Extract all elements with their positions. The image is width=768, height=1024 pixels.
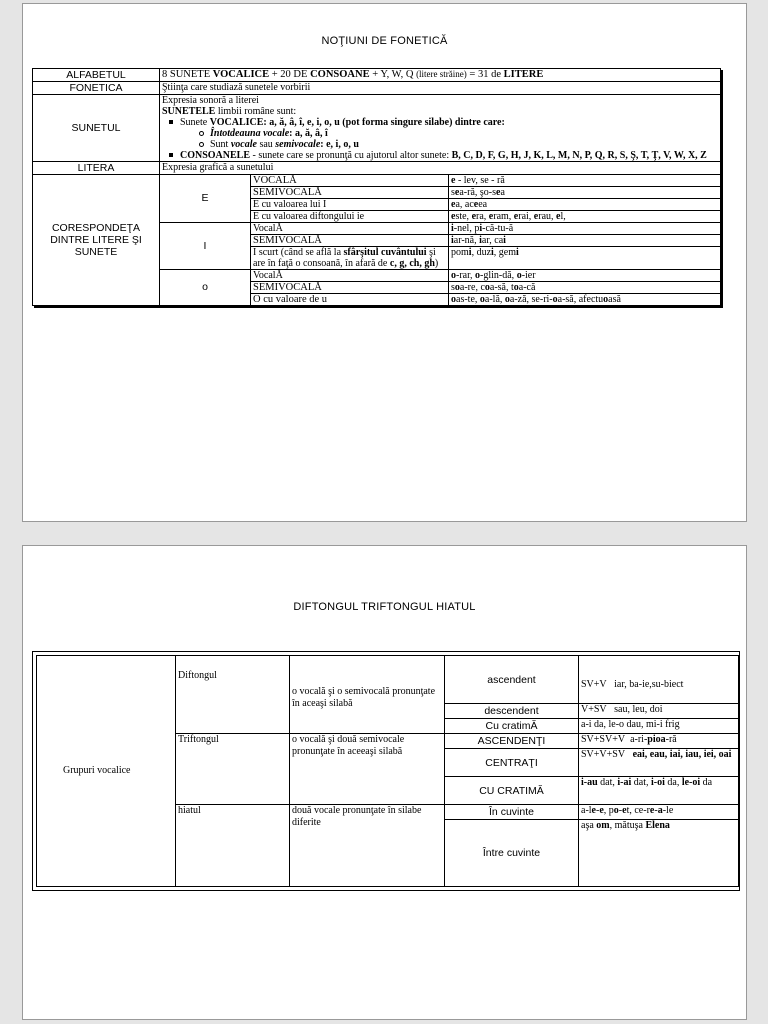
label-litera: LITERA bbox=[33, 162, 160, 175]
alfabet-text: 8 SUNETE VOCALICE + 20 DE CONSOANE + Y, W, Q (litere străine) = 31 de LITERE bbox=[160, 69, 721, 82]
page-1 bbox=[22, 3, 747, 522]
o-valoare-u: O cu valoare de u bbox=[251, 294, 449, 306]
label-alfabet: ALFABETUL bbox=[33, 69, 160, 82]
triftong-ascendenti: ASCENDENŢI bbox=[445, 734, 579, 749]
triftong-centrati: CENTRAŢI bbox=[445, 749, 579, 777]
page-2 bbox=[22, 545, 747, 1020]
triftong-def: o vocală şi două semivocale pronunţate în aceeaşi silabă bbox=[290, 734, 445, 805]
triftong-cratima-ex: i-au dat, i-ai dat, i-oi da, le-oi da bbox=[579, 777, 739, 805]
e-semivocala-ex: sea-ră, şo-sea bbox=[449, 187, 721, 199]
vowel-groups-table-frame bbox=[32, 651, 740, 891]
i-scurt: I scurt (când se află la sfârşitul cuvântului şi are în faţă o consoană, în afară de c, g, ch, gh) bbox=[251, 247, 449, 270]
hiat-intre-cuvinte: Între cuvinte bbox=[445, 820, 579, 887]
e-diftong-ie-ex: este, era, eram, erai, erau, el, bbox=[449, 211, 721, 223]
i-vocala: VocalĂ bbox=[251, 223, 449, 235]
triftong-centrati-ex: SV+V+SV eai, eau, iai, iau, iei, oai bbox=[579, 749, 739, 777]
hiat-cuvinte-ex: a-le-e, po-et, ce-re-a-le bbox=[579, 805, 739, 820]
page-title: NOŢIUNI DE FONETICĂ bbox=[321, 35, 448, 47]
label-sunetul: SUNETUL bbox=[33, 95, 160, 162]
diftong-ascendent-ex: SV+V iar, ba-ie,su-biect bbox=[579, 656, 739, 704]
o-vocala-ex: o-rar, o-glin-dă, o-ier bbox=[449, 270, 721, 282]
o-vocala: VocalĂ bbox=[251, 270, 449, 282]
e-valoare-i-ex: ea, aceea bbox=[449, 199, 721, 211]
page-title-2: DIFTONGUL TRIFTONGUL HIATUL bbox=[293, 601, 476, 613]
e-valoare-i: E cu valoarea lui I bbox=[251, 199, 449, 211]
triftong-cratima: CU CRATIMĂ bbox=[445, 777, 579, 805]
vowel-groups-table bbox=[36, 655, 739, 887]
triftong-ascendenti-ex: SV+SV+V a-ri-pioa-ră bbox=[579, 734, 739, 749]
row-sunetul bbox=[33, 95, 721, 162]
e-semivocala: SEMIVOCALĂ bbox=[251, 187, 449, 199]
diftong-cratima: Cu cratimĂ bbox=[445, 719, 579, 734]
letter-o: o bbox=[160, 270, 251, 306]
diftong-cratima-ex: a-i da, le-o dau, mi-i frig bbox=[579, 719, 739, 734]
i-semivocala-ex: iar-nă, iar, cai bbox=[449, 235, 721, 247]
row-alfabet bbox=[33, 69, 721, 82]
group-label: Grupuri vocalice bbox=[37, 656, 176, 887]
fonetica-text: Ştiinţa care studiază sunetele vorbirii bbox=[160, 82, 721, 95]
o-semivocala-ex: soa-re, coa-să, toa-că bbox=[449, 282, 721, 294]
hiat-cuvinte: În cuvinte bbox=[445, 805, 579, 820]
label-fonetica: FONETICA bbox=[33, 82, 160, 95]
hiat-intre-cuvinte-ex: aşa om, mătuşa Elena bbox=[579, 820, 739, 887]
letter-i: I bbox=[160, 223, 251, 270]
sunetul-text: Expresia sonoră a literei SUNETELE limbii române sunt: Sunete VOCALICE: a, ă, â, î, e, i, o, u (pot forma singure silabe) dintre care: Întotdeauna vocale: a, ă, â, î Sunt vocale sau semivocale: e, i, o, u CONSOANELE - sunete care se pronunţă cu ajutorul altor sunete: B, C, D, F, G, H, J, K, L, M, N, P, Q, R, S, Ş, T, Ţ, V, W, X, Z bbox=[160, 95, 721, 162]
i-vocala-ex: i-nel, pi-că-tu-ă bbox=[449, 223, 721, 235]
e-vocala-ex: e - lev, se - ră bbox=[449, 175, 721, 187]
diftong-descendent-ex: V+SV sau, leu, doi bbox=[579, 704, 739, 719]
letter-e: E bbox=[160, 175, 251, 223]
e-diftong-ie: E cu valoarea diftongului ie bbox=[251, 211, 449, 223]
row-fonetica bbox=[33, 82, 721, 95]
diftong-def: o vocală şi o semivocală pronunţate în aceaşi silabă bbox=[290, 656, 445, 734]
diftong-name: Diftongul bbox=[176, 656, 290, 734]
hiat-def: două vocale pronunţate în silabe diferite bbox=[290, 805, 445, 887]
hiat-name: hiatul bbox=[176, 805, 290, 887]
diftong-ascendent: ascendent bbox=[445, 656, 579, 704]
diftong-descendent: descendent bbox=[445, 704, 579, 719]
label-corespondenta: CORESPONDEŢA DINTRE LITERE ŞI SUNETE bbox=[33, 175, 160, 306]
litera-text: Expresia grafică a sunetului bbox=[160, 162, 721, 175]
e-vocala: VOCALĂ bbox=[251, 175, 449, 187]
i-scurt-ex: pomi, duzi, gemi bbox=[449, 247, 721, 270]
o-semivocala: SEMIVOCALĂ bbox=[251, 282, 449, 294]
o-valoare-u-ex: oas-te, oa-lă, oa-ză, se-ri-oa-să, afectuoasă bbox=[449, 294, 721, 306]
phonetics-table bbox=[32, 68, 721, 306]
i-semivocala: SEMIVOCALĂ bbox=[251, 235, 449, 247]
row-litera bbox=[33, 162, 721, 175]
triftong-name: Triftongul bbox=[176, 734, 290, 805]
